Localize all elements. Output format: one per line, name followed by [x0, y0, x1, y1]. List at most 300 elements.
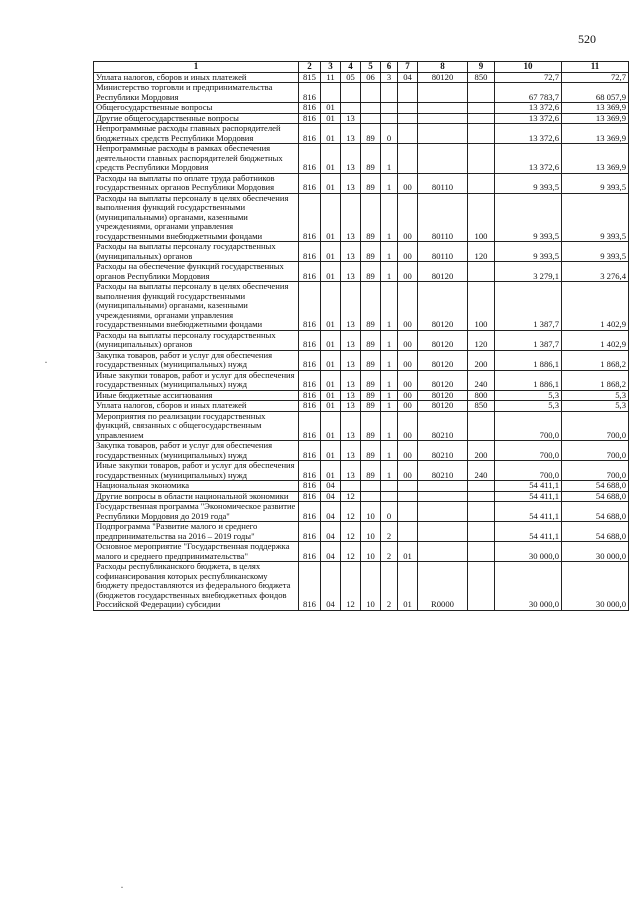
code-cell	[468, 502, 495, 522]
amount-cell: 9 393,5	[562, 242, 629, 262]
code-cell: 13	[341, 282, 361, 331]
code-cell: 12	[341, 491, 361, 502]
code-cell	[321, 83, 341, 103]
amount-cell: 13 372,6	[495, 113, 562, 124]
code-cell: 13	[341, 461, 361, 481]
code-cell: 01	[398, 542, 418, 562]
amount-cell: 700,0	[562, 411, 629, 441]
code-cell: 80120	[418, 72, 468, 83]
code-cell	[341, 481, 361, 492]
code-cell: 13	[341, 144, 361, 174]
code-cell: 816	[299, 401, 321, 412]
column-header: 3	[321, 62, 341, 73]
code-cell	[361, 481, 381, 492]
code-cell	[398, 144, 418, 174]
amount-cell: 700,0	[562, 461, 629, 481]
code-cell: 89	[361, 262, 381, 282]
code-cell: 89	[361, 124, 381, 144]
row-name-cell: Расходы на обеспечение функций государственных органов Республики Мордовия	[94, 262, 299, 282]
code-cell: 01	[321, 401, 341, 412]
code-cell: 816	[299, 144, 321, 174]
code-cell	[381, 481, 398, 492]
code-cell: 89	[361, 193, 381, 242]
amount-cell: 1 387,7	[495, 330, 562, 350]
code-cell	[341, 103, 361, 114]
code-cell: 89	[361, 461, 381, 481]
row-name-cell: Подпрограмма "Развитие малого и среднего предпринимательства на 2016 – 2019 годы"	[94, 522, 299, 542]
table-row	[94, 330, 629, 350]
amount-cell: 1 886,1	[495, 350, 562, 370]
code-cell: 89	[361, 242, 381, 262]
code-cell: 80120	[418, 282, 468, 331]
code-cell: 00	[398, 193, 418, 242]
code-cell: 80110	[418, 242, 468, 262]
code-cell	[398, 124, 418, 144]
row-name-cell: Расходы на выплаты персоналу в целях обеспечения выполнения функций государственными (муниципальными) органами, казенными учреждениями, органами управления государственными внебюджетными фондами	[94, 282, 299, 331]
row-name-cell: Расходы на выплаты по оплате труда работников государственных органов Республики Мордовия	[94, 173, 299, 193]
amount-cell: 1 402,9	[562, 330, 629, 350]
code-cell: 816	[299, 242, 321, 262]
code-cell: 04	[321, 522, 341, 542]
row-name-cell: Расходы на выплаты персоналу государственных (муниципальных) органов	[94, 242, 299, 262]
code-cell	[398, 491, 418, 502]
code-cell: 89	[361, 411, 381, 441]
code-cell	[418, 481, 468, 492]
code-cell: R0000	[418, 562, 468, 611]
row-name-cell: Другие вопросы в области национальной экономики	[94, 491, 299, 502]
code-cell: 12	[341, 542, 361, 562]
table-body	[94, 72, 629, 610]
code-cell	[418, 522, 468, 542]
code-cell: 80110	[418, 193, 468, 242]
code-cell: 816	[299, 411, 321, 441]
table-row	[94, 72, 629, 83]
column-header: 9	[468, 62, 495, 73]
code-cell: 816	[299, 350, 321, 370]
code-cell	[418, 83, 468, 103]
code-cell: 01	[321, 441, 341, 461]
code-cell	[361, 83, 381, 103]
amount-cell: 1 886,1	[495, 370, 562, 390]
code-cell: 04	[321, 502, 341, 522]
table-row	[94, 350, 629, 370]
code-cell	[398, 103, 418, 114]
column-header: 8	[418, 62, 468, 73]
code-cell: 816	[299, 330, 321, 350]
code-cell: 816	[299, 542, 321, 562]
code-cell: 10	[361, 522, 381, 542]
code-cell: 13	[341, 411, 361, 441]
code-cell	[468, 173, 495, 193]
table-row	[94, 542, 629, 562]
code-cell	[398, 113, 418, 124]
code-cell: 816	[299, 124, 321, 144]
row-name-cell: Иные закупки товаров, работ и услуг для обеспечения государственных (муниципальных) нужд	[94, 461, 299, 481]
amount-cell: 700,0	[495, 461, 562, 481]
code-cell: 100	[468, 193, 495, 242]
column-header: 11	[562, 62, 629, 73]
code-cell: 816	[299, 103, 321, 114]
table-row	[94, 401, 629, 412]
code-cell: 1	[381, 282, 398, 331]
budget-table	[93, 61, 629, 611]
code-cell: 01	[321, 113, 341, 124]
code-cell: 05	[341, 72, 361, 83]
code-cell: 0	[381, 502, 398, 522]
amount-cell: 5,3	[495, 401, 562, 412]
code-cell: 0	[381, 124, 398, 144]
amount-cell: 5,3	[562, 401, 629, 412]
code-cell: 06	[361, 72, 381, 83]
code-cell	[418, 103, 468, 114]
code-cell	[398, 502, 418, 522]
row-name-cell: Расходы на выплаты персоналу государственных (муниципальных) органов	[94, 330, 299, 350]
code-cell	[468, 542, 495, 562]
amount-cell: 30 000,0	[495, 562, 562, 611]
code-cell: 89	[361, 370, 381, 390]
row-name-cell: Уплата налогов, сборов и иных платежей	[94, 401, 299, 412]
amount-cell: 9 393,5	[562, 173, 629, 193]
amount-cell: 54 688,0	[562, 522, 629, 542]
code-cell: 10	[361, 542, 381, 562]
column-header: 2	[299, 62, 321, 73]
column-header: 4	[341, 62, 361, 73]
amount-cell: 700,0	[495, 411, 562, 441]
amount-cell: 54 411,1	[495, 491, 562, 502]
amount-cell: 9 393,5	[495, 173, 562, 193]
row-name-cell: Общегосударственные вопросы	[94, 103, 299, 114]
code-cell: 13	[341, 390, 361, 401]
row-name-cell: Расходы республиканского бюджета, в целях софинансирования которых республиканскому бюджету предоставляются из федерального бюджета (бюджетов государственных внебюджетных фондов Российской Федерации) субсидии	[94, 562, 299, 611]
table-row	[94, 411, 629, 441]
amount-cell: 3 276,4	[562, 262, 629, 282]
code-cell: 89	[361, 401, 381, 412]
code-cell: 1	[381, 173, 398, 193]
code-cell: 01	[321, 330, 341, 350]
amount-cell: 1 402,9	[562, 282, 629, 331]
table-row	[94, 144, 629, 174]
amount-cell: 13 369,9	[562, 103, 629, 114]
amount-cell: 30 000,0	[562, 542, 629, 562]
code-cell: 13	[341, 441, 361, 461]
code-cell: 12	[341, 502, 361, 522]
amount-cell: 13 372,6	[495, 144, 562, 174]
code-cell: 816	[299, 441, 321, 461]
code-cell: 01	[321, 370, 341, 390]
code-cell: 00	[398, 390, 418, 401]
column-header: 7	[398, 62, 418, 73]
table-row	[94, 562, 629, 611]
table-row	[94, 193, 629, 242]
page-number: 520	[578, 32, 596, 46]
code-cell: 04	[398, 72, 418, 83]
code-cell: 816	[299, 173, 321, 193]
code-cell	[468, 481, 495, 492]
code-cell: 01	[321, 124, 341, 144]
code-cell: 01	[321, 461, 341, 481]
code-cell: 1	[381, 350, 398, 370]
row-name-cell: Уплата налогов, сборов и иных платежей	[94, 72, 299, 83]
row-name-cell: Иные бюджетные ассигнования	[94, 390, 299, 401]
table-row	[94, 461, 629, 481]
code-cell: 816	[299, 502, 321, 522]
code-cell: 80120	[418, 350, 468, 370]
code-cell: 12	[341, 562, 361, 611]
code-cell	[418, 124, 468, 144]
code-cell: 816	[299, 461, 321, 481]
code-cell: 00	[398, 441, 418, 461]
code-cell: 816	[299, 562, 321, 611]
amount-cell: 72,7	[562, 72, 629, 83]
table-row	[94, 522, 629, 542]
code-cell: 80120	[418, 370, 468, 390]
amount-cell: 72,7	[495, 72, 562, 83]
code-cell: 01	[398, 562, 418, 611]
amount-cell: 13 372,6	[495, 103, 562, 114]
code-cell	[381, 103, 398, 114]
row-name-cell: Основное мероприятие "Государственная поддержка малого и среднего предпринимательства"	[94, 542, 299, 562]
code-cell: 13	[341, 124, 361, 144]
code-cell	[381, 113, 398, 124]
code-cell: 13	[341, 113, 361, 124]
code-cell: 816	[299, 262, 321, 282]
row-name-cell: Непрограммные расходы главных распорядителей бюджетных средств Республики Мордовия	[94, 124, 299, 144]
code-cell	[418, 542, 468, 562]
code-cell: 816	[299, 113, 321, 124]
row-name-cell: Непрограммные расходы в рамках обеспечения деятельности главных распорядителей бюджетных средств Республики Мордовия	[94, 144, 299, 174]
row-name-cell: Министерство торговли и предпринимательства Республики Мордовия	[94, 83, 299, 103]
amount-cell: 54 688,0	[562, 481, 629, 492]
column-header: 6	[381, 62, 398, 73]
code-cell: 2	[381, 522, 398, 542]
amount-cell: 9 393,5	[495, 242, 562, 262]
column-header: 1	[94, 62, 299, 73]
code-cell: 89	[361, 390, 381, 401]
code-cell: 04	[321, 481, 341, 492]
amount-cell: 13 369,9	[562, 113, 629, 124]
amount-cell: 54 411,1	[495, 481, 562, 492]
code-cell	[468, 144, 495, 174]
code-cell: 01	[321, 262, 341, 282]
amount-cell: 67 783,7	[495, 83, 562, 103]
amount-cell: 13 369,9	[562, 124, 629, 144]
code-cell: 1	[381, 370, 398, 390]
code-cell: 00	[398, 262, 418, 282]
code-cell: 1	[381, 461, 398, 481]
column-header: 10	[495, 62, 562, 73]
code-cell	[398, 522, 418, 542]
code-cell: 89	[361, 350, 381, 370]
code-cell: 13	[341, 401, 361, 412]
code-cell	[418, 491, 468, 502]
margin-mark: ·	[44, 355, 48, 369]
code-cell	[418, 113, 468, 124]
code-cell	[341, 83, 361, 103]
code-cell: 10	[361, 502, 381, 522]
amount-cell: 1 868,2	[562, 370, 629, 390]
code-cell: 00	[398, 330, 418, 350]
row-name-cell: Национальная экономика	[94, 481, 299, 492]
code-cell: 13	[341, 173, 361, 193]
code-cell: 80120	[418, 262, 468, 282]
code-cell: 01	[321, 242, 341, 262]
code-cell	[468, 113, 495, 124]
code-cell: 200	[468, 350, 495, 370]
code-cell	[398, 481, 418, 492]
table-row	[94, 441, 629, 461]
code-cell: 1	[381, 262, 398, 282]
code-cell: 80110	[418, 173, 468, 193]
amount-cell: 68 057,9	[562, 83, 629, 103]
amount-cell: 3 279,1	[495, 262, 562, 282]
row-name-cell: Закупка товаров, работ и услуг для обеспечения государственных (муниципальных) нужд	[94, 350, 299, 370]
code-cell: 850	[468, 72, 495, 83]
code-cell: 01	[321, 390, 341, 401]
code-cell: 816	[299, 193, 321, 242]
code-cell: 816	[299, 370, 321, 390]
code-cell: 1	[381, 242, 398, 262]
code-cell: 3	[381, 72, 398, 83]
code-cell: 2	[381, 542, 398, 562]
code-cell: 01	[321, 350, 341, 370]
code-cell	[361, 491, 381, 502]
code-cell: 13	[341, 193, 361, 242]
table-row	[94, 124, 629, 144]
code-cell	[468, 411, 495, 441]
code-cell: 00	[398, 401, 418, 412]
table-row	[94, 242, 629, 262]
table-row	[94, 491, 629, 502]
table-row	[94, 262, 629, 282]
code-cell: 12	[341, 522, 361, 542]
code-cell: 89	[361, 173, 381, 193]
code-cell: 00	[398, 350, 418, 370]
column-header: 5	[361, 62, 381, 73]
code-cell	[361, 113, 381, 124]
code-cell: 04	[321, 542, 341, 562]
code-cell: 80210	[418, 441, 468, 461]
table-row	[94, 103, 629, 114]
code-cell: 13	[341, 242, 361, 262]
code-cell: 2	[381, 562, 398, 611]
code-cell: 800	[468, 390, 495, 401]
code-cell: 816	[299, 491, 321, 502]
table-row	[94, 370, 629, 390]
code-cell: 00	[398, 461, 418, 481]
code-cell: 89	[361, 282, 381, 331]
row-name-cell: Закупка товаров, работ и услуг для обеспечения государственных (муниципальных) нужд	[94, 441, 299, 461]
code-cell: 13	[341, 262, 361, 282]
row-name-cell: Иные закупки товаров, работ и услуг для обеспечения государственных (муниципальных) нужд	[94, 370, 299, 390]
amount-cell: 54 688,0	[562, 491, 629, 502]
amount-cell: 13 369,9	[562, 144, 629, 174]
code-cell: 13	[341, 370, 361, 390]
code-cell: 00	[398, 282, 418, 331]
code-cell: 815	[299, 72, 321, 83]
code-cell: 04	[321, 562, 341, 611]
table-row	[94, 173, 629, 193]
amount-cell: 1 387,7	[495, 282, 562, 331]
code-cell: 816	[299, 522, 321, 542]
code-cell: 1	[381, 144, 398, 174]
code-cell: 80120	[418, 401, 468, 412]
code-cell: 200	[468, 441, 495, 461]
code-cell: 100	[468, 282, 495, 331]
amount-cell: 700,0	[495, 441, 562, 461]
amount-cell: 54 411,1	[495, 522, 562, 542]
code-cell: 04	[321, 491, 341, 502]
code-cell	[468, 522, 495, 542]
code-cell	[398, 83, 418, 103]
row-name-cell: Расходы на выплаты персоналу в целях обеспечения выполнения функций государственными (муниципальными) органами, казенными учреждениями, органами управления государственными внебюджетными фондами	[94, 193, 299, 242]
code-cell: 01	[321, 173, 341, 193]
amount-cell: 54 411,1	[495, 502, 562, 522]
code-cell: 80120	[418, 330, 468, 350]
code-cell	[418, 502, 468, 522]
code-cell: 89	[361, 330, 381, 350]
code-cell: 816	[299, 481, 321, 492]
amount-cell: 5,3	[562, 390, 629, 401]
code-cell	[361, 103, 381, 114]
code-cell: 120	[468, 242, 495, 262]
amount-cell: 9 393,5	[495, 193, 562, 242]
margin-mark: ·	[120, 880, 124, 894]
code-cell	[468, 491, 495, 502]
code-cell	[381, 491, 398, 502]
code-cell: 1	[381, 441, 398, 461]
code-cell: 120	[468, 330, 495, 350]
code-cell: 10	[361, 562, 381, 611]
code-cell: 1	[381, 411, 398, 441]
code-cell: 80120	[418, 390, 468, 401]
amount-cell: 30 000,0	[562, 562, 629, 611]
table-row	[94, 502, 629, 522]
code-cell	[468, 262, 495, 282]
code-cell: 1	[381, 193, 398, 242]
code-cell	[468, 124, 495, 144]
code-cell: 1	[381, 401, 398, 412]
code-cell: 13	[341, 330, 361, 350]
code-cell: 13	[341, 350, 361, 370]
code-cell: 1	[381, 390, 398, 401]
code-cell: 816	[299, 83, 321, 103]
code-cell: 00	[398, 173, 418, 193]
code-cell: 01	[321, 411, 341, 441]
table-row	[94, 83, 629, 103]
amount-cell: 700,0	[562, 441, 629, 461]
amount-cell: 54 688,0	[562, 502, 629, 522]
code-cell	[468, 103, 495, 114]
header-row	[94, 62, 629, 73]
amount-cell: 9 393,5	[562, 193, 629, 242]
code-cell: 80210	[418, 461, 468, 481]
code-cell: 00	[398, 411, 418, 441]
code-cell: 89	[361, 441, 381, 461]
code-cell: 240	[468, 370, 495, 390]
code-cell: 816	[299, 390, 321, 401]
code-cell: 89	[361, 144, 381, 174]
amount-cell: 1 868,2	[562, 350, 629, 370]
code-cell: 01	[321, 103, 341, 114]
row-name-cell: Другие общегосударственные вопросы	[94, 113, 299, 124]
code-cell: 240	[468, 461, 495, 481]
code-cell: 00	[398, 242, 418, 262]
table-row	[94, 481, 629, 492]
code-cell	[468, 562, 495, 611]
table-row	[94, 113, 629, 124]
code-cell: 01	[321, 282, 341, 331]
code-cell	[468, 83, 495, 103]
